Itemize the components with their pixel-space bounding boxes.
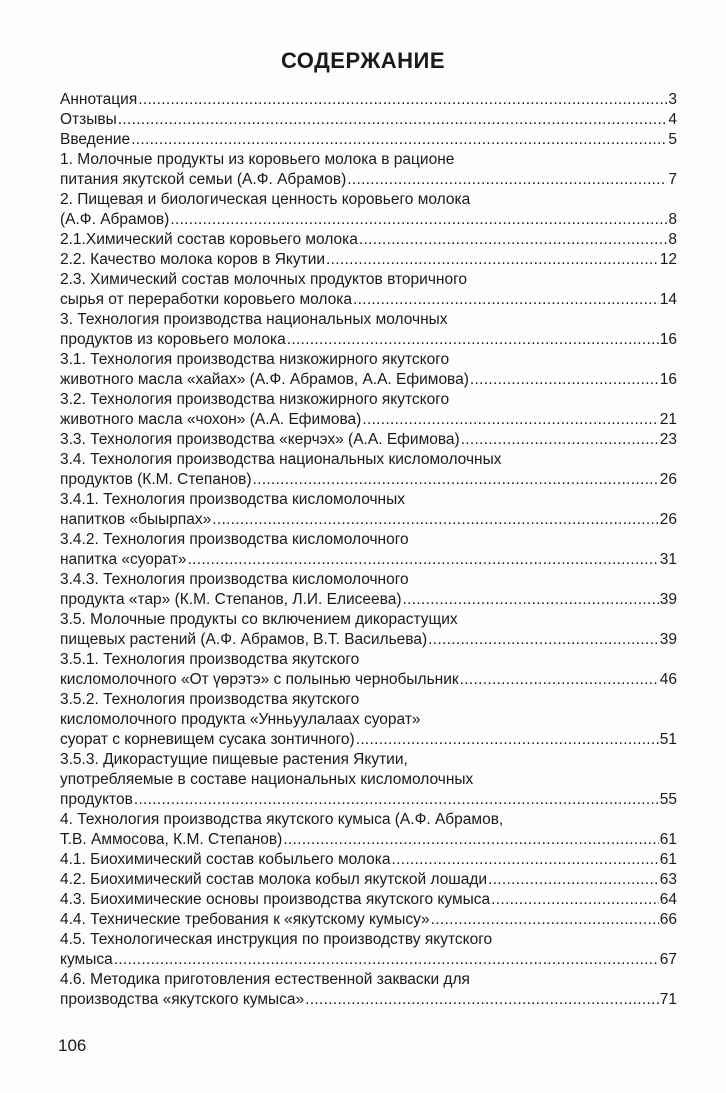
toc-entry-line: Введение	[60, 131, 131, 148]
toc-entry-line: 3.3. Технология производства «керчэх» (А.А. Ефимова)	[60, 431, 460, 448]
toc-page-number: 23	[659, 431, 677, 448]
toc-entry-line: животного масла «хайах» (А.Ф. Абрамов, А.А. Ефимова)	[60, 371, 469, 388]
toc-page-number: 21	[659, 411, 677, 428]
toc-entry-line: 2.2. Качество молока коров в Якутии	[60, 251, 326, 268]
toc-entry-line: производства «якутского кумыса»	[60, 991, 305, 1008]
dot-leader	[470, 370, 659, 390]
toc-entry	[60, 610, 677, 650]
toc-entry-line: продукта «тар» (К.М. Степанов, Л.И. Елисеева)	[60, 591, 402, 608]
toc-entry	[60, 450, 677, 490]
toc-entry-line: кисломолочного «От үөрэтэ» с полынью чернобыльник	[60, 671, 459, 688]
toc-page-number: 55	[659, 791, 677, 808]
toc-entry-line: 3.5.1. Технология производства якутского	[60, 651, 360, 668]
dot-leader	[188, 550, 659, 570]
toc-entry-line: Аннотация	[60, 91, 138, 108]
toc-page-number: 61	[659, 831, 677, 848]
dot-leader	[431, 910, 659, 930]
dot-leader	[362, 410, 658, 430]
dot-leader	[391, 850, 658, 870]
dot-leader	[460, 670, 659, 690]
dot-leader	[461, 430, 659, 450]
toc-page-number: 4	[668, 111, 677, 128]
toc-page-number: 26	[659, 511, 677, 528]
dot-leader	[252, 470, 658, 490]
toc-entry	[60, 530, 677, 570]
toc-entry-line: кумыса	[60, 951, 113, 968]
toc-entry	[60, 310, 677, 350]
toc-page-number: 39	[659, 591, 677, 608]
dot-leader	[353, 290, 659, 310]
toc-entry-line: 3.4. Технология производства национальных кисломолочных	[60, 451, 502, 468]
toc-page-number: 64	[659, 891, 677, 908]
toc-entry-line: 4.4. Технические требования к «якутскому кумысу»	[60, 911, 430, 928]
toc-page-number: 3	[668, 91, 677, 108]
toc-entry-line: Отзывы	[60, 111, 117, 128]
toc-page-number: 61	[659, 851, 677, 868]
toc-page-number: 31	[659, 551, 677, 568]
toc-page-number: 67	[659, 951, 677, 968]
toc-page-number: 5	[668, 131, 677, 148]
toc-entry	[60, 490, 677, 530]
toc-entry-line: 3.5.2. Технология производства якутского	[60, 691, 360, 708]
toc-entry	[60, 890, 677, 910]
dot-leader	[118, 110, 668, 130]
toc-entry	[60, 390, 677, 430]
toc-entry	[60, 270, 677, 310]
toc-entry-line: 3.1. Технология производства низкожирного якутского	[60, 351, 450, 368]
toc-entry-line: 1. Молочные продукты из коровьего молока в рационе	[60, 151, 455, 168]
dot-leader	[488, 870, 659, 890]
toc-entry	[60, 810, 677, 850]
toc-entry-line: 4.1. Биохимический состав кобыльего молока	[60, 851, 391, 868]
toc-entry	[60, 570, 677, 610]
toc-entry-line: (А.Ф. Абрамов)	[60, 211, 170, 228]
dot-leader	[138, 90, 667, 110]
toc-entry-line: животного масла «чохон» (А.А. Ефимова)	[60, 411, 362, 428]
toc-entry	[60, 650, 677, 690]
dot-leader	[428, 630, 659, 650]
toc-entry	[60, 930, 677, 970]
toc-entry	[60, 250, 677, 270]
dot-leader	[326, 250, 659, 270]
toc-page-number: 51	[659, 731, 677, 748]
toc-entry	[60, 690, 677, 750]
toc-entry	[60, 750, 677, 810]
toc-entry-line: 3.4.3. Технология производства кисломолочного	[60, 571, 409, 588]
toc-entry-line: продуктов (К.М. Степанов)	[60, 471, 252, 488]
toc-page-number: 39	[659, 631, 677, 648]
toc-entry-line: 2.3. Химический состав молочных продуктов вторичного	[60, 271, 468, 288]
toc-page-number: 63	[659, 871, 677, 888]
toc-entry-line: 2.1.Химический состав коровьего молока	[60, 231, 358, 248]
dot-leader	[134, 790, 659, 810]
dot-leader	[131, 130, 667, 150]
toc-entry-line: напитков «быырпах»	[60, 511, 212, 528]
dot-leader	[359, 230, 667, 250]
toc-entry	[60, 350, 677, 390]
toc-entry	[60, 90, 677, 110]
dot-leader	[287, 330, 659, 350]
toc-entry-line: продуктов	[60, 791, 133, 808]
toc-page-number: 14	[659, 291, 677, 308]
toc-page-number: 12	[659, 251, 677, 268]
toc-entry-line: 4. Технология производства якутского кумыса (А.Ф. Абрамов,	[60, 811, 504, 828]
toc-entry-line: 3. Технология производства национальных молочных	[60, 311, 448, 328]
toc-entry	[60, 150, 677, 190]
toc-entry-line: 4.2. Биохимический состав молока кобыл якутской лошади	[60, 871, 488, 888]
toc-page-number: 26	[659, 471, 677, 488]
toc-page-number: 46	[659, 671, 677, 688]
toc-entry-line: 3.4.2. Технология производства кисломолочного	[60, 531, 409, 548]
toc-entry-line: 3.5. Молочные продукты со включением дикорастущих	[60, 611, 458, 628]
toc-entry	[60, 850, 677, 870]
dot-leader	[283, 830, 658, 850]
dot-leader	[305, 990, 659, 1010]
toc-page-number: 16	[659, 371, 677, 388]
toc-entry	[60, 230, 677, 250]
toc-entry	[60, 130, 677, 150]
toc-page-number: 7	[668, 171, 677, 188]
toc-page-number: 66	[659, 911, 677, 928]
toc-page-number: 16	[659, 331, 677, 348]
dot-leader	[356, 730, 659, 750]
toc-entry-line: 3.5.3. Дикорастущие пищевые растения Якутии,	[60, 751, 408, 768]
dot-leader	[491, 890, 659, 910]
toc-entry-line: 4.3. Биохимические основы производства якутского кумыса	[60, 891, 491, 908]
toc-entry-line: напитка «суорат»	[60, 551, 187, 568]
toc-entry	[60, 970, 677, 1010]
page-number: 106	[58, 1036, 87, 1055]
toc-entry-line: кисломолочного продукта «Унньуулалаах суорат»	[60, 711, 421, 728]
dot-leader	[212, 510, 659, 530]
toc-entry	[60, 110, 677, 130]
toc-entry-line: 3.2. Технология производства низкожирного якутского	[60, 391, 450, 408]
dot-leader	[403, 590, 659, 610]
toc-page-number: 71	[659, 991, 677, 1008]
dot-leader	[347, 170, 667, 190]
toc-entry	[60, 870, 677, 890]
dot-leader	[170, 210, 667, 230]
toc-entry-line: продуктов из коровьего молока	[60, 331, 286, 348]
toc-entry-line: 3.4.1. Технология производства кисломолочных	[60, 491, 406, 508]
toc-entry-line: 4.5. Технологическая инструкция по производству якутского	[60, 931, 493, 948]
toc-entry-line: употребляемые в составе национальных кисломолочных	[60, 771, 474, 788]
toc-entry	[60, 430, 677, 450]
toc-entry-line: пищевых растений (А.Ф. Абрамов, В.Т. Васильева)	[60, 631, 428, 648]
dot-leader	[114, 950, 659, 970]
toc-entry-line: 2. Пищевая и биологическая ценность коровьего молока	[60, 191, 471, 208]
page-title: СОДЕРЖАНИЕ	[280, 48, 446, 73]
toc-entry-line: суорат с корневищем сусака зонтичного)	[60, 731, 355, 748]
toc-entry	[60, 910, 677, 930]
toc-entry-line: питания якутской семьи (А.Ф. Абрамов)	[60, 171, 347, 188]
toc-entry-line: Т.В. Аммосова, К.М. Степанов)	[60, 831, 283, 848]
toc-entry-line: 4.6. Методика приготовления естественной закваски для	[60, 971, 470, 988]
toc-page-number: 8	[668, 211, 677, 228]
toc-entry	[60, 190, 677, 230]
toc-page-number: 8	[668, 231, 677, 248]
table-of-contents	[60, 90, 677, 1010]
toc-entry-line: сырья от переработки коровьего молока	[60, 291, 352, 308]
